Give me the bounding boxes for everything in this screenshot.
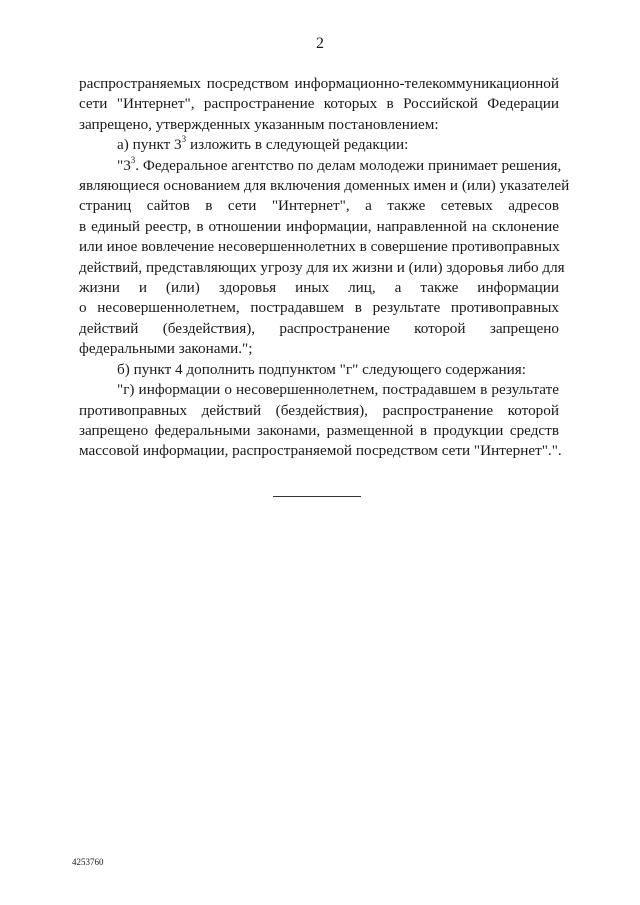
text-line (79, 154, 562, 176)
text-line: в единый реестр, в отношении информации, направленной на склонение (79, 217, 559, 235)
clause-text: . Федеральное агентство по делам молодежи принимает решения, (135, 156, 562, 174)
document-code: 4253760 (72, 857, 104, 867)
text-line: сети "Интернет", распространение которых в Российской Федерации (79, 95, 559, 113)
item-a-text: а) пункт 3 (117, 136, 182, 154)
text-line: страниц сайтов в сети "Интернет", а также сетевых адресов (79, 197, 559, 215)
text-line: "г) информации о несовершеннолетнем, пострадавшем в результате (117, 381, 559, 399)
text-line: о несовершеннолетнем, пострадавшем в результате противоправных (79, 299, 559, 317)
text-line: массовой информации, распространяемой посредством сети "Интернет".". (79, 442, 562, 460)
superscript: 3 (130, 154, 136, 165)
text-line: или иное вовлечение несовершеннолетних в совершение противоправных (79, 238, 560, 256)
clause-number: "3 (117, 156, 131, 174)
paragraph-item-a (79, 135, 559, 155)
paragraph-item-b: б) пункт 4 дополнить подпунктом "г" следующего содержания: (117, 360, 526, 378)
text-line: федеральными законами."; (79, 340, 253, 358)
paragraph-quoted-subitem (79, 380, 562, 462)
text-line: являющиеся основанием для включения доменных имен и (или) указателей (79, 177, 570, 195)
item-a-text-tail: изложить в следующей редакции: (186, 136, 409, 154)
text-line: действий, представляющих угрозу для их жизни и (или) здоровья либо для (79, 258, 565, 276)
text-line: запрещено федеральными законами, размещенной в продукции средств (79, 421, 559, 439)
text-line: жизни и (или) здоровья иных лиц, а также информации (79, 279, 559, 297)
text-line: запрещено, утвержденных указанным постановлением: (79, 115, 439, 133)
text-line: действий (бездействия), распространение которой запрещено (79, 319, 559, 337)
document-body (79, 74, 570, 462)
end-divider (273, 496, 361, 497)
paragraph-quoted-clause (79, 154, 570, 360)
text-line: распространяемых посредством информационно-телекоммуникационной (79, 75, 559, 92)
page-number: 2 (316, 35, 324, 52)
text-line: противоправных действий (бездействия), распространение которой (79, 401, 559, 419)
superscript: 3 (181, 134, 187, 145)
paragraph-continuation (79, 74, 559, 135)
